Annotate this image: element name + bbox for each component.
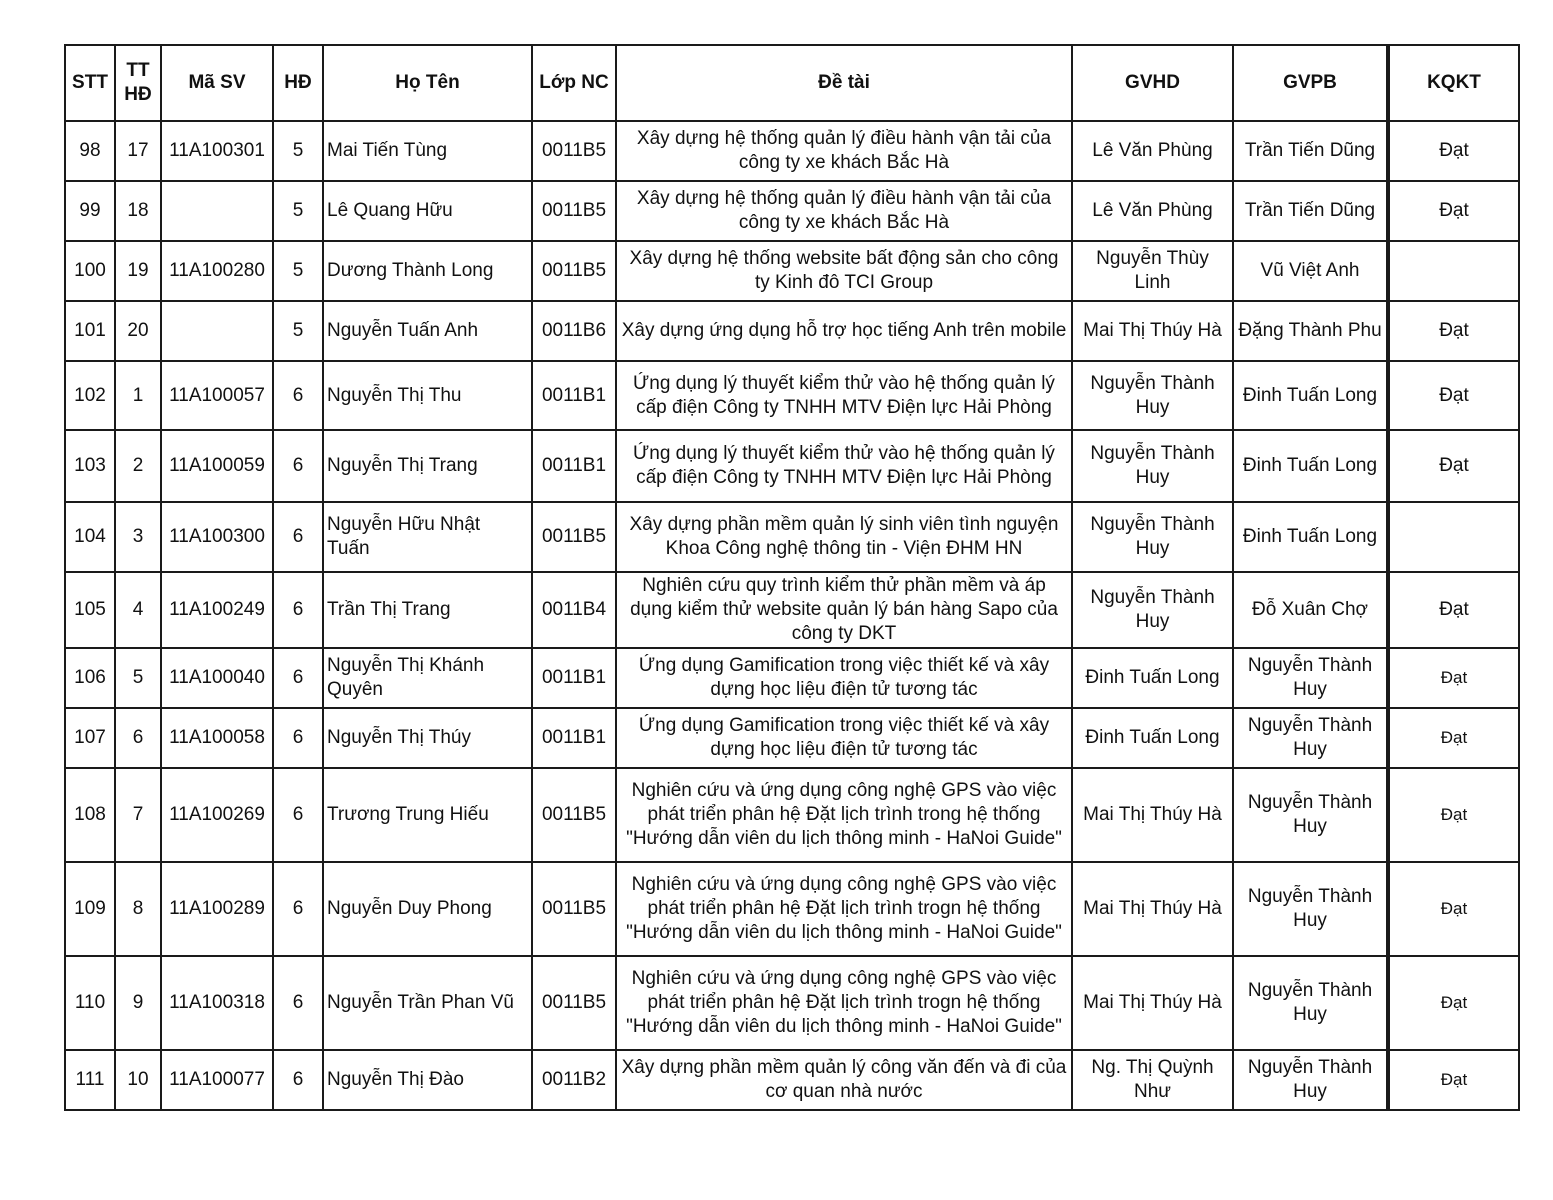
header-hd: HĐ bbox=[273, 45, 323, 121]
cell-gvhd: Ng. Thị Quỳnh Như bbox=[1072, 1050, 1233, 1110]
header-ho-ten: Họ Tên bbox=[323, 45, 532, 121]
cell-stt: 110 bbox=[65, 956, 115, 1050]
cell-gvhd: Mai Thị Thúy Hà bbox=[1072, 768, 1233, 862]
cell-stt: 104 bbox=[65, 502, 115, 572]
cell-hd: 6 bbox=[273, 648, 323, 708]
cell-stt: 102 bbox=[65, 361, 115, 430]
cell-gvpb: Đinh Tuấn Long bbox=[1233, 361, 1388, 430]
cell-gvpb: Trần Tiến Dũng bbox=[1233, 121, 1388, 181]
cell-ma-sv: 11A100249 bbox=[161, 572, 273, 648]
thesis-results-table bbox=[64, 44, 1520, 1111]
cell-de-tai: Xây dựng ứng dụng hỗ trợ học tiếng Anh trên mobile bbox=[616, 301, 1072, 361]
cell-de-tai: Nghiên cứu và ứng dụng công nghệ GPS vào việc phát triển phân hệ Đặt lịch trình trogn hệ thống "Hướng dẫn viên du lịch thông minh - HaNoi Guide" bbox=[616, 862, 1072, 956]
cell-tt-hd: 3 bbox=[115, 502, 161, 572]
cell-kqkt: Đạt bbox=[1388, 181, 1519, 241]
cell-hd: 6 bbox=[273, 768, 323, 862]
cell-hd: 6 bbox=[273, 361, 323, 430]
cell-hd: 6 bbox=[273, 956, 323, 1050]
cell-kqkt: Đạt bbox=[1388, 121, 1519, 181]
cell-de-tai: Nghiên cứu và ứng dụng công nghệ GPS vào việc phát triển phân hệ Đặt lịch trình trogn hệ thống "Hướng dẫn viên du lịch thông minh - HaNoi Guide" bbox=[616, 956, 1072, 1050]
cell-stt: 100 bbox=[65, 241, 115, 301]
cell-gvpb: Nguyễn Thành Huy bbox=[1233, 1050, 1388, 1110]
cell-de-tai: Ứng dụng Gamification trong việc thiết kế và xây dựng học liệu điện tử tương tác bbox=[616, 648, 1072, 708]
cell-gvhd: Nguyễn Thành Huy bbox=[1072, 502, 1233, 572]
cell-kqkt: Đạt bbox=[1388, 768, 1519, 862]
cell-ma-sv: 11A100280 bbox=[161, 241, 273, 301]
table-row bbox=[65, 361, 1519, 430]
cell-kqkt: Đạt bbox=[1388, 430, 1519, 502]
cell-kqkt: Đạt bbox=[1388, 708, 1519, 768]
cell-tt-hd: 17 bbox=[115, 121, 161, 181]
header-ma-sv: Mã SV bbox=[161, 45, 273, 121]
cell-gvhd: Nguyễn Thành Huy bbox=[1072, 572, 1233, 648]
cell-ho-ten: Mai Tiến Tùng bbox=[323, 121, 532, 181]
cell-ho-ten: Nguyễn Thị Thu bbox=[323, 361, 532, 430]
cell-stt: 107 bbox=[65, 708, 115, 768]
cell-gvpb: Đinh Tuấn Long bbox=[1233, 430, 1388, 502]
cell-ma-sv: 11A100058 bbox=[161, 708, 273, 768]
cell-ma-sv bbox=[161, 181, 273, 241]
cell-ho-ten: Nguyễn Thị Trang bbox=[323, 430, 532, 502]
cell-gvpb: Nguyễn Thành Huy bbox=[1233, 862, 1388, 956]
cell-tt-hd: 19 bbox=[115, 241, 161, 301]
cell-gvpb: Đỗ Xuân Chợ bbox=[1233, 572, 1388, 648]
cell-de-tai: Ứng dụng Gamification trong việc thiết kế và xây dựng học liệu điện tử tương tác bbox=[616, 708, 1072, 768]
cell-gvhd: Đinh Tuấn Long bbox=[1072, 648, 1233, 708]
cell-ho-ten: Nguyễn Thị Thúy bbox=[323, 708, 532, 768]
cell-ho-ten: Nguyễn Duy Phong bbox=[323, 862, 532, 956]
cell-de-tai: Nghiên cứu và ứng dụng công nghệ GPS vào việc phát triển phân hệ Đặt lịch trình trong hệ thống "Hướng dẫn viên du lịch thông minh - HaNoi Guide" bbox=[616, 768, 1072, 862]
cell-stt: 106 bbox=[65, 648, 115, 708]
cell-kqkt: Đạt bbox=[1388, 648, 1519, 708]
header-row bbox=[65, 45, 1519, 121]
cell-tt-hd: 4 bbox=[115, 572, 161, 648]
header-tt-hd: TT HĐ bbox=[115, 45, 161, 121]
header-de-tai: Đề tài bbox=[616, 45, 1072, 121]
cell-gvpb: Nguyễn Thành Huy bbox=[1233, 768, 1388, 862]
cell-de-tai: Nghiên cứu quy trình kiểm thử phần mềm và áp dụng kiểm thử website quản lý bán hàng Sapo của công ty DKT bbox=[616, 572, 1072, 648]
cell-tt-hd: 6 bbox=[115, 708, 161, 768]
cell-lop-nc: 0011B5 bbox=[532, 956, 616, 1050]
cell-ma-sv: 11A100289 bbox=[161, 862, 273, 956]
cell-de-tai: Xây dựng phần mềm quản lý công văn đến và đi của cơ quan nhà nước bbox=[616, 1050, 1072, 1110]
cell-ho-ten: Nguyễn Tuấn Anh bbox=[323, 301, 532, 361]
table-row bbox=[65, 862, 1519, 956]
cell-hd: 6 bbox=[273, 1050, 323, 1110]
cell-lop-nc: 0011B5 bbox=[532, 862, 616, 956]
cell-gvpb: Nguyễn Thành Huy bbox=[1233, 708, 1388, 768]
cell-hd: 6 bbox=[273, 572, 323, 648]
cell-gvhd: Lê Văn Phùng bbox=[1072, 121, 1233, 181]
cell-gvhd: Nguyễn Thành Huy bbox=[1072, 430, 1233, 502]
cell-gvhd: Đinh Tuấn Long bbox=[1072, 708, 1233, 768]
cell-de-tai: Ứng dụng lý thuyết kiểm thử vào hệ thống quản lý cấp điện Công ty TNHH MTV Điện lực Hải Phòng bbox=[616, 361, 1072, 430]
cell-kqkt: Đạt bbox=[1388, 361, 1519, 430]
table-row bbox=[65, 572, 1519, 648]
table-row bbox=[65, 1050, 1519, 1110]
cell-stt: 109 bbox=[65, 862, 115, 956]
table-row bbox=[65, 648, 1519, 708]
table-row bbox=[65, 301, 1519, 361]
cell-lop-nc: 0011B1 bbox=[532, 361, 616, 430]
header-stt: STT bbox=[65, 45, 115, 121]
cell-kqkt: Đạt bbox=[1388, 862, 1519, 956]
cell-gvhd: Lê Văn Phùng bbox=[1072, 181, 1233, 241]
cell-gvpb: Nguyễn Thành Huy bbox=[1233, 956, 1388, 1050]
cell-lop-nc: 0011B6 bbox=[532, 301, 616, 361]
cell-de-tai: Xây dựng hệ thống quản lý điều hành vận tải của công ty xe khách Bắc Hà bbox=[616, 181, 1072, 241]
cell-kqkt bbox=[1388, 241, 1519, 301]
cell-lop-nc: 0011B5 bbox=[532, 241, 616, 301]
cell-kqkt bbox=[1388, 502, 1519, 572]
cell-lop-nc: 0011B5 bbox=[532, 768, 616, 862]
cell-stt: 103 bbox=[65, 430, 115, 502]
cell-lop-nc: 0011B1 bbox=[532, 708, 616, 768]
cell-gvhd: Mai Thị Thúy Hà bbox=[1072, 956, 1233, 1050]
cell-de-tai: Xây dựng hệ thống website bất động sản cho công ty Kinh đô TCI Group bbox=[616, 241, 1072, 301]
cell-tt-hd: 8 bbox=[115, 862, 161, 956]
cell-stt: 108 bbox=[65, 768, 115, 862]
table-row bbox=[65, 430, 1519, 502]
cell-tt-hd: 20 bbox=[115, 301, 161, 361]
cell-hd: 6 bbox=[273, 862, 323, 956]
cell-ho-ten: Dương Thành Long bbox=[323, 241, 532, 301]
cell-hd: 5 bbox=[273, 241, 323, 301]
cell-tt-hd: 2 bbox=[115, 430, 161, 502]
cell-ma-sv: 11A100057 bbox=[161, 361, 273, 430]
cell-gvpb: Vũ Việt Anh bbox=[1233, 241, 1388, 301]
cell-kqkt: Đạt bbox=[1388, 1050, 1519, 1110]
cell-kqkt: Đạt bbox=[1388, 572, 1519, 648]
header-lop-nc: Lớp NC bbox=[532, 45, 616, 121]
cell-hd: 5 bbox=[273, 181, 323, 241]
cell-stt: 111 bbox=[65, 1050, 115, 1110]
cell-gvpb: Đinh Tuấn Long bbox=[1233, 502, 1388, 572]
cell-stt: 98 bbox=[65, 121, 115, 181]
table-row bbox=[65, 121, 1519, 181]
table-body bbox=[65, 121, 1519, 1110]
cell-de-tai: Xây dựng hệ thống quản lý điều hành vận tải của công ty xe khách Bắc Hà bbox=[616, 121, 1072, 181]
cell-tt-hd: 10 bbox=[115, 1050, 161, 1110]
cell-stt: 101 bbox=[65, 301, 115, 361]
cell-ho-ten: Trần Thị Trang bbox=[323, 572, 532, 648]
cell-stt: 105 bbox=[65, 572, 115, 648]
cell-ho-ten: Nguyễn Thị Đào bbox=[323, 1050, 532, 1110]
cell-de-tai: Ứng dụng lý thuyết kiểm thử vào hệ thống quản lý cấp điện Công ty TNHH MTV Điện lực Hải Phòng bbox=[616, 430, 1072, 502]
cell-hd: 5 bbox=[273, 301, 323, 361]
cell-gvhd: Mai Thị Thúy Hà bbox=[1072, 862, 1233, 956]
table-row bbox=[65, 956, 1519, 1050]
cell-hd: 5 bbox=[273, 121, 323, 181]
cell-gvhd: Nguyễn Thành Huy bbox=[1072, 361, 1233, 430]
table-row bbox=[65, 708, 1519, 768]
cell-lop-nc: 0011B1 bbox=[532, 430, 616, 502]
cell-ho-ten: Lê Quang Hữu bbox=[323, 181, 532, 241]
cell-gvhd: Mai Thị Thúy Hà bbox=[1072, 301, 1233, 361]
cell-lop-nc: 0011B4 bbox=[532, 572, 616, 648]
cell-ma-sv: 11A100300 bbox=[161, 502, 273, 572]
cell-gvpb: Nguyễn Thành Huy bbox=[1233, 648, 1388, 708]
cell-hd: 6 bbox=[273, 502, 323, 572]
cell-tt-hd: 18 bbox=[115, 181, 161, 241]
cell-tt-hd: 9 bbox=[115, 956, 161, 1050]
cell-gvpb: Đặng Thành Phu bbox=[1233, 301, 1388, 361]
cell-tt-hd: 5 bbox=[115, 648, 161, 708]
table-row bbox=[65, 502, 1519, 572]
cell-ho-ten: Nguyễn Thị Khánh Quyên bbox=[323, 648, 532, 708]
cell-lop-nc: 0011B5 bbox=[532, 502, 616, 572]
header-gvhd: GVHD bbox=[1072, 45, 1233, 121]
cell-ma-sv bbox=[161, 301, 273, 361]
cell-tt-hd: 7 bbox=[115, 768, 161, 862]
cell-ma-sv: 11A100040 bbox=[161, 648, 273, 708]
cell-ho-ten: Nguyễn Hữu Nhật Tuấn bbox=[323, 502, 532, 572]
cell-hd: 6 bbox=[273, 430, 323, 502]
table-row bbox=[65, 181, 1519, 241]
cell-ho-ten: Trương Trung Hiếu bbox=[323, 768, 532, 862]
header-kqkt: KQKT bbox=[1388, 45, 1519, 121]
cell-gvhd: Nguyễn Thùy Linh bbox=[1072, 241, 1233, 301]
cell-ma-sv: 11A100059 bbox=[161, 430, 273, 502]
cell-gvpb: Trần Tiến Dũng bbox=[1233, 181, 1388, 241]
cell-lop-nc: 0011B2 bbox=[532, 1050, 616, 1110]
cell-ma-sv: 11A100077 bbox=[161, 1050, 273, 1110]
cell-ho-ten: Nguyễn Trần Phan Vũ bbox=[323, 956, 532, 1050]
cell-lop-nc: 0011B5 bbox=[532, 181, 616, 241]
header-gvpb: GVPB bbox=[1233, 45, 1388, 121]
cell-kqkt: Đạt bbox=[1388, 301, 1519, 361]
cell-tt-hd: 1 bbox=[115, 361, 161, 430]
cell-hd: 6 bbox=[273, 708, 323, 768]
cell-lop-nc: 0011B1 bbox=[532, 648, 616, 708]
cell-ma-sv: 11A100301 bbox=[161, 121, 273, 181]
cell-kqkt: Đạt bbox=[1388, 956, 1519, 1050]
cell-de-tai: Xây dựng phần mềm quản lý sinh viên tình nguyện Khoa Công nghệ thông tin - Viện ĐHM HN bbox=[616, 502, 1072, 572]
cell-ma-sv: 11A100269 bbox=[161, 768, 273, 862]
cell-ma-sv: 11A100318 bbox=[161, 956, 273, 1050]
table-row bbox=[65, 768, 1519, 862]
cell-stt: 99 bbox=[65, 181, 115, 241]
cell-lop-nc: 0011B5 bbox=[532, 121, 616, 181]
table-row bbox=[65, 241, 1519, 301]
